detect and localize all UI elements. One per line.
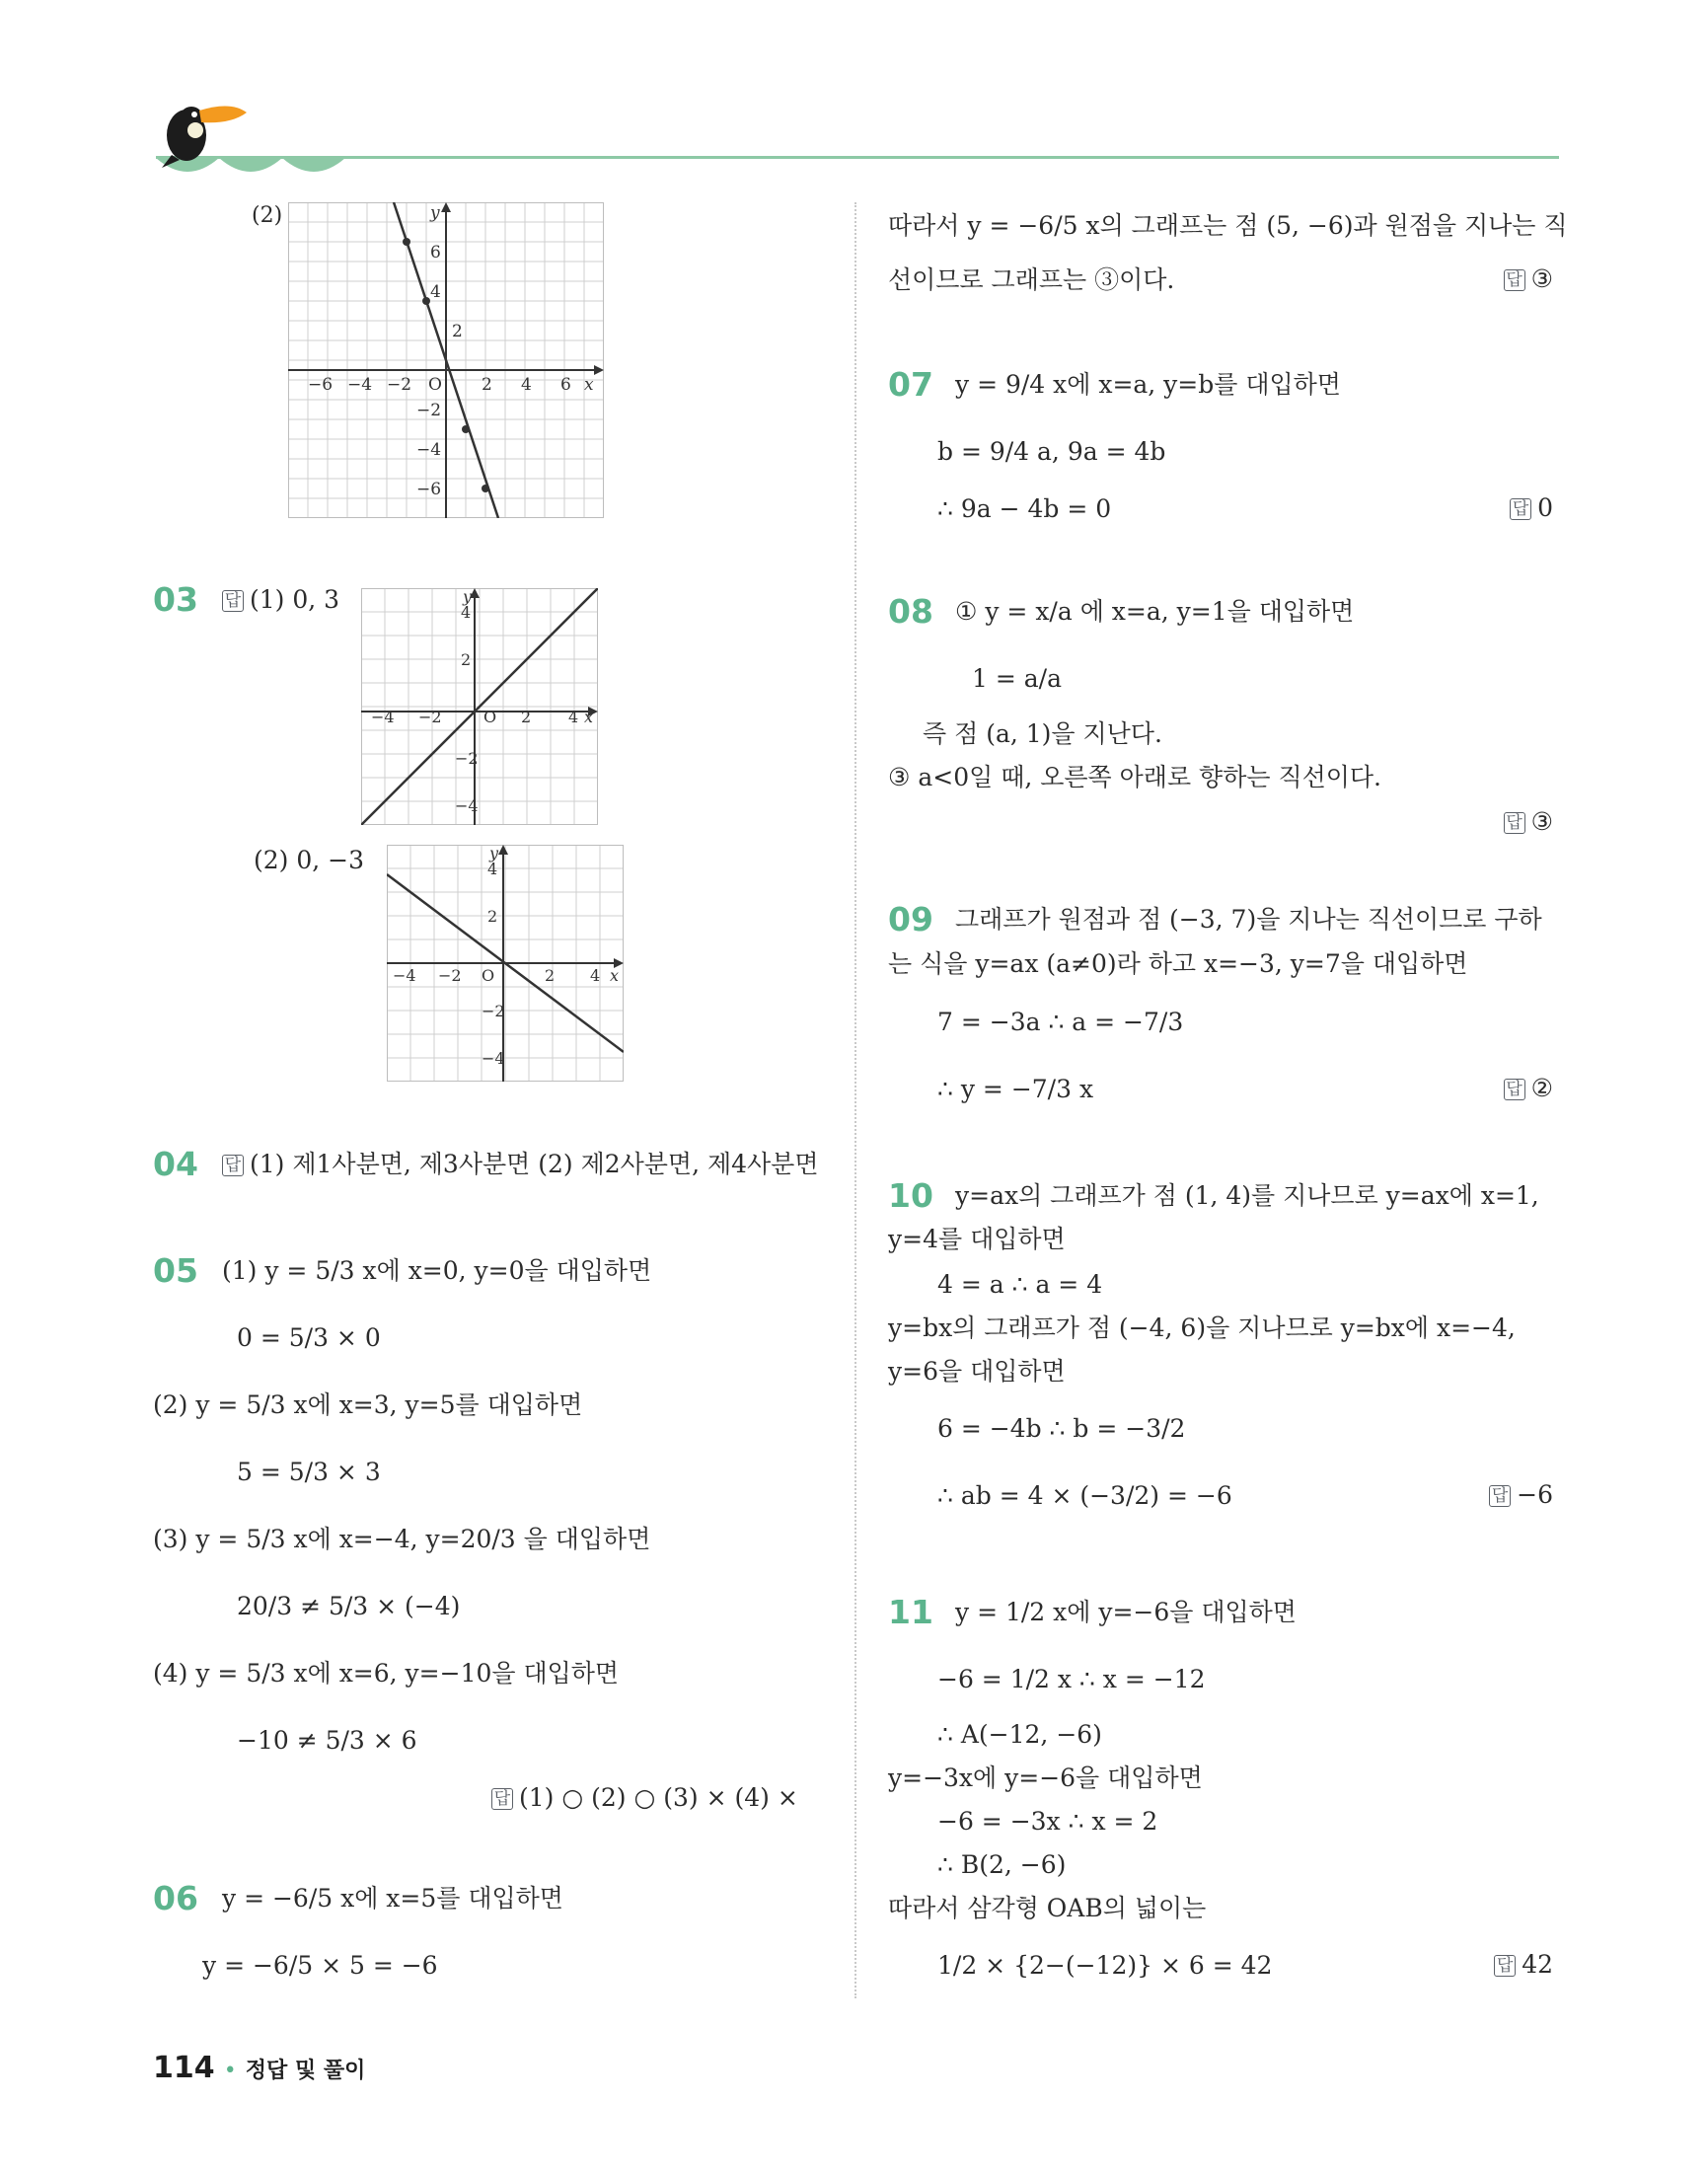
p06-answer — [1504, 264, 1553, 293]
p10-line-7: ∴ ab = 4 × (−3/2) = −6 — [937, 1481, 1232, 1510]
tick-x: −6 — [308, 375, 334, 395]
p08-line-1: ① y = x/a 에 x=a, y=1을 대입하면 — [955, 597, 1355, 626]
tick-x: 4 — [521, 375, 532, 395]
toucan-icon — [152, 91, 251, 170]
p05-answer — [491, 1782, 798, 1813]
tick-x: 6 — [560, 375, 571, 395]
p05-line-6: 20/3 ≠ 5/3 × (−4) — [237, 1592, 461, 1620]
tick-x: 4 — [568, 708, 579, 726]
answer-mark-icon: 답 — [222, 590, 244, 612]
p10-line-6: 6 = −4b ∴ b = −3/2 — [937, 1414, 1186, 1443]
point-1-neg3 — [462, 425, 470, 433]
p07-line-3: ∴ 9a − 4b = 0 — [937, 494, 1112, 523]
p03-answer-2: (2) 0, −3 — [254, 846, 365, 874]
p11-line-2: −6 = 1/2 x ∴ x = −12 — [937, 1665, 1206, 1693]
tick-y: 2 — [487, 907, 498, 926]
tick-x: −2 — [387, 375, 412, 395]
answer-mark-icon: 답 — [1504, 1079, 1525, 1100]
tick-y: 2 — [461, 650, 472, 669]
answer-mark-icon: 답 — [1494, 1955, 1516, 1977]
tick-x: 2 — [545, 966, 556, 985]
x-axis-arrow — [594, 365, 604, 375]
tick-y: −6 — [416, 480, 442, 499]
p10-line-1: y=ax의 그래프가 점 (1, 4)를 지나므로 y=ax에 x=1, — [955, 1181, 1539, 1210]
p07-line-2: b = 9/4 a, 9a = 4b — [937, 437, 1166, 466]
x-label: x — [584, 708, 594, 726]
tick-y: −2 — [455, 749, 479, 768]
y-axis-arrow — [441, 202, 451, 212]
p06-ans: ③ — [1530, 264, 1553, 293]
p06-cont-line-1: 따라서 y = −6/5 x의 그래프는 점 (5, −6)과 원점을 지나는 직 — [888, 211, 1568, 240]
point-2-neg6 — [482, 485, 489, 492]
header-decoration — [148, 87, 1559, 178]
p05-line-7: (4) y = 5/3 x에 x=6, y=−10을 대입하면 — [153, 1659, 620, 1688]
tick-x: −4 — [393, 966, 416, 985]
p11-line-6: ∴ B(2, −6) — [937, 1850, 1067, 1879]
answer-mark-icon: 답 — [1504, 269, 1525, 291]
tick-y: 4 — [430, 282, 441, 302]
answer-mark-icon: 답 — [1489, 1485, 1511, 1507]
origin-label: O — [428, 375, 442, 395]
graph-02-label: (2) — [252, 203, 283, 228]
tick-y: −4 — [455, 796, 479, 815]
p08-line-2: 1 = a/a — [972, 664, 1062, 693]
graph-03-1 — [361, 588, 598, 825]
problem-number-08: 08 — [888, 592, 933, 631]
tick-x: 2 — [482, 375, 492, 395]
p08-answer — [1504, 807, 1553, 836]
tick-x: −2 — [438, 966, 462, 985]
point-neg2-6 — [403, 238, 410, 246]
tick-y: 6 — [430, 243, 441, 263]
footer-separator: • — [223, 2059, 237, 2083]
p11-line-1: y = 1/2 x에 y=−6을 대입하면 — [955, 1598, 1297, 1626]
tick-y: 2 — [452, 322, 463, 341]
p05-line-2: 0 = 5/3 × 0 — [237, 1323, 381, 1352]
p03-answer-1 — [222, 584, 339, 615]
p11-line-3: ∴ A(−12, −6) — [937, 1720, 1102, 1749]
p09-answer — [1504, 1074, 1553, 1102]
page-number: 114 — [153, 2051, 215, 2085]
x-label: x — [584, 375, 594, 395]
p11-answer — [1494, 1950, 1553, 1979]
p04-answer — [222, 1149, 818, 1179]
column-divider — [854, 202, 856, 1998]
p09-line-3: 7 = −3a ∴ a = −7/3 — [937, 1008, 1184, 1036]
origin-label: O — [482, 966, 495, 985]
p08-ans: ③ — [1530, 807, 1553, 836]
problem-number-07: 07 — [888, 365, 933, 404]
problem-number-09: 09 — [888, 900, 933, 938]
p05-line-4: 5 = 5/3 × 3 — [237, 1458, 381, 1486]
p07-ans: 0 — [1537, 493, 1553, 522]
y-label: y — [430, 203, 440, 223]
problem-number-04: 04 — [153, 1145, 198, 1183]
p09-ans: ② — [1530, 1074, 1553, 1102]
y-label: y — [463, 588, 473, 606]
footer-title: 정답 및 풀이 — [245, 2059, 366, 2083]
p11-line-7: 따라서 삼각형 OAB의 넓이는 — [888, 1894, 1207, 1922]
p09-line-4: ∴ y = −7/3 x — [937, 1075, 1094, 1103]
p05-line-5: (3) y = 5/3 x에 x=−4, y=20/3 을 대입하면 — [153, 1525, 651, 1553]
problem-number-11: 11 — [888, 1593, 933, 1631]
header-rule — [156, 156, 1559, 159]
p08-line-4: ③ a<0일 때, 오른쪽 아래로 향하는 직선이다. — [888, 763, 1381, 791]
tick-y: −4 — [416, 440, 442, 460]
p05-line-1: (1) y = 5/3 x에 x=0, y=0을 대입하면 — [222, 1256, 652, 1285]
tick-y: −4 — [482, 1049, 505, 1068]
problem-number-03: 03 — [153, 580, 198, 619]
y-label: y — [489, 845, 499, 863]
p06-line-1: y = −6/5 x에 x=5를 대입하면 — [222, 1884, 563, 1913]
answer-mark-icon: 답 — [491, 1788, 513, 1810]
p10-line-3: 4 = a ∴ a = 4 — [937, 1270, 1103, 1299]
p05-ans: (1) ○ (2) ○ (3) × (4) × — [519, 1783, 798, 1812]
graph-03-2 — [387, 845, 624, 1082]
p07-answer — [1510, 493, 1553, 522]
p07-line-1: y = 9/4 x에 x=a, y=b를 대입하면 — [955, 370, 1341, 399]
problem-number-10: 10 — [888, 1176, 933, 1215]
p11-line-4: y=−3x에 y=−6을 대입하면 — [888, 1763, 1203, 1792]
footer — [153, 2051, 365, 2085]
p10-answer — [1489, 1480, 1553, 1509]
p10-ans: −6 — [1517, 1480, 1553, 1509]
answer-mark-icon: 답 — [222, 1155, 244, 1176]
p10-line-5: y=6을 대입하면 — [888, 1357, 1066, 1386]
tick-x: −4 — [347, 375, 373, 395]
p11-line-5: −6 = −3x ∴ x = 2 — [937, 1807, 1158, 1836]
p04-text: (1) 제1사분면, 제3사분면 (2) 제2사분면, 제4사분면 — [250, 1150, 819, 1178]
tick-y: −2 — [482, 1002, 505, 1020]
p11-line-8: 1/2 × {2−(−12)} × 6 = 42 — [937, 1951, 1273, 1980]
p05-line-8: −10 ≠ 5/3 × 6 — [237, 1726, 417, 1755]
tick-y: 4 — [487, 860, 498, 878]
problem-number-06: 06 — [153, 1879, 198, 1917]
tick-x: 4 — [590, 966, 601, 985]
tick-x: −4 — [371, 708, 395, 726]
p10-line-4: y=bx의 그래프가 점 (−4, 6)을 지나므로 y=bx에 x=−4, — [888, 1313, 1516, 1342]
p08-line-3: 즉 점 (a, 1)을 지난다. — [923, 719, 1162, 748]
point-neg1-3 — [422, 297, 430, 305]
x-label: x — [610, 966, 620, 985]
answer-mark-icon: 답 — [1504, 812, 1525, 834]
p09-line-2: 는 식을 y=ax (a≠0)라 하고 x=−3, y=7을 대입하면 — [888, 949, 1468, 978]
answer-mark-icon: 답 — [1510, 498, 1531, 520]
p06-cont-line-2: 선이므로 그래프는 ③이다. — [888, 265, 1175, 294]
origin-label: O — [483, 708, 497, 726]
p06-line-2: y = −6/5 × 5 = −6 — [202, 1951, 438, 1980]
problem-number-05: 05 — [153, 1251, 198, 1290]
tick-x: 2 — [521, 708, 532, 726]
tick-x: −2 — [418, 708, 442, 726]
tick-y: −2 — [416, 401, 442, 420]
p09-line-1: 그래프가 원점과 점 (−3, 7)을 지나는 직선이므로 구하 — [955, 905, 1542, 934]
p11-ans: 42 — [1522, 1950, 1553, 1979]
p10-line-2: y=4를 대입하면 — [888, 1225, 1066, 1253]
p03-a1: (1) 0, 3 — [250, 585, 340, 614]
p05-line-3: (2) y = 5/3 x에 x=3, y=5를 대입하면 — [153, 1390, 583, 1419]
tick-y: 4 — [461, 603, 472, 622]
graph-02-2 — [288, 202, 604, 518]
